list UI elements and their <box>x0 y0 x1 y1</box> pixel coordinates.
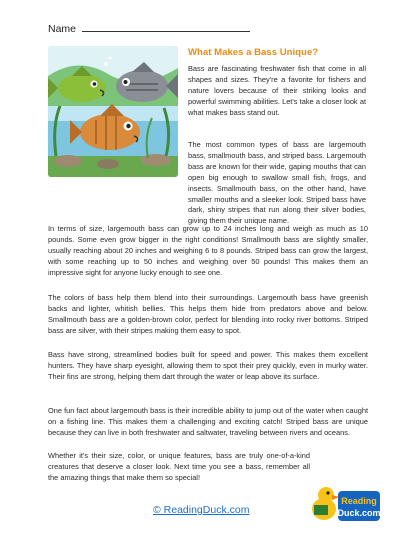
paragraph-types-start <box>188 140 366 227</box>
paragraph-fun-fact: One fun fact about largemouth bass is their incredible ability to jump out of the water when caught on a fishing line. This makes them a challenging and exciting catch! Striped bass are unique because they can live in both freshwater and saltwater, traveling between rivers and oceans. <box>48 406 368 437</box>
duck-mascot-icon <box>310 479 382 525</box>
paragraph-bodies: Bass have strong, streamlined bodies built for speed and power. This makes them excellent hunters. They have sharp eyesight, allowing them to spot their prey quickly, even in murky water. Their fins are strong, helping them dart through the water or leap above its surface. <box>48 350 368 381</box>
article-title: What Makes a Bass Unique? <box>188 47 319 58</box>
name-label: Name <box>48 23 77 35</box>
svg-text:Duck.com: Duck.com <box>337 508 381 518</box>
readingduck-logo <box>310 479 382 525</box>
paragraph-conclusion: Whether it's their size, color, or unique features, bass are truly one-of-a-kind creatures that deserve a closer look. Next time you see a bass, remember all the amazing things that make them so special! <box>48 451 310 482</box>
paragraph-colors: The colors of bass help them blend into their surroundings. Largemouth bass have greenish backs and lighter, whitish bellies. This helps them hide from predators above and below. Smallmouth bass are a golden-brown color, perfect for blending into rocky river bottoms. Striped bass are silver, with their stripes making them easy to spot. <box>48 293 368 335</box>
paragraph-intro: Bass are fascinating freshwater fish that come in all shapes and sizes. They're a favorite for fishers and nature lovers because of their striking looks and powerful swimming abilities. Let's take a closer look at what makes bass stand out. <box>188 64 366 117</box>
name-blank-line[interactable] <box>82 22 250 32</box>
name-field <box>48 22 250 35</box>
paragraph-size: In terms of size, largemouth bass can grow up to 24 inches long and weigh as much as 10 pounds. Some even grow bigger in the right conditions! Smallmouth bass are slightly smaller, usually reaching about 20 inches and weighing 6 to 8 pounds. Striped bass can grow the largest, with some reaching up to 50 inches and weighing over 50 pounds! This makes them an impressive sight for anyone lucky enough to see one. <box>48 224 368 277</box>
bass-illustration <box>48 46 178 177</box>
svg-text:Reading: Reading <box>341 496 377 506</box>
footer-link[interactable]: © ReadingDuck.com <box>153 504 250 516</box>
paragraph-types: The most common types of bass are largemouth bass, smallmouth bass, and striped bass. Largemouth bass are known for their wide, gaping mouths that can open big enough to swallow small fish, frogs, and insects. Smallmouth bass, on the other hand, have smaller mouths and a sleeker look. Striped bass have dark, shiny stripes that run along their silver bodies, giving them their unique name. <box>188 140 366 226</box>
